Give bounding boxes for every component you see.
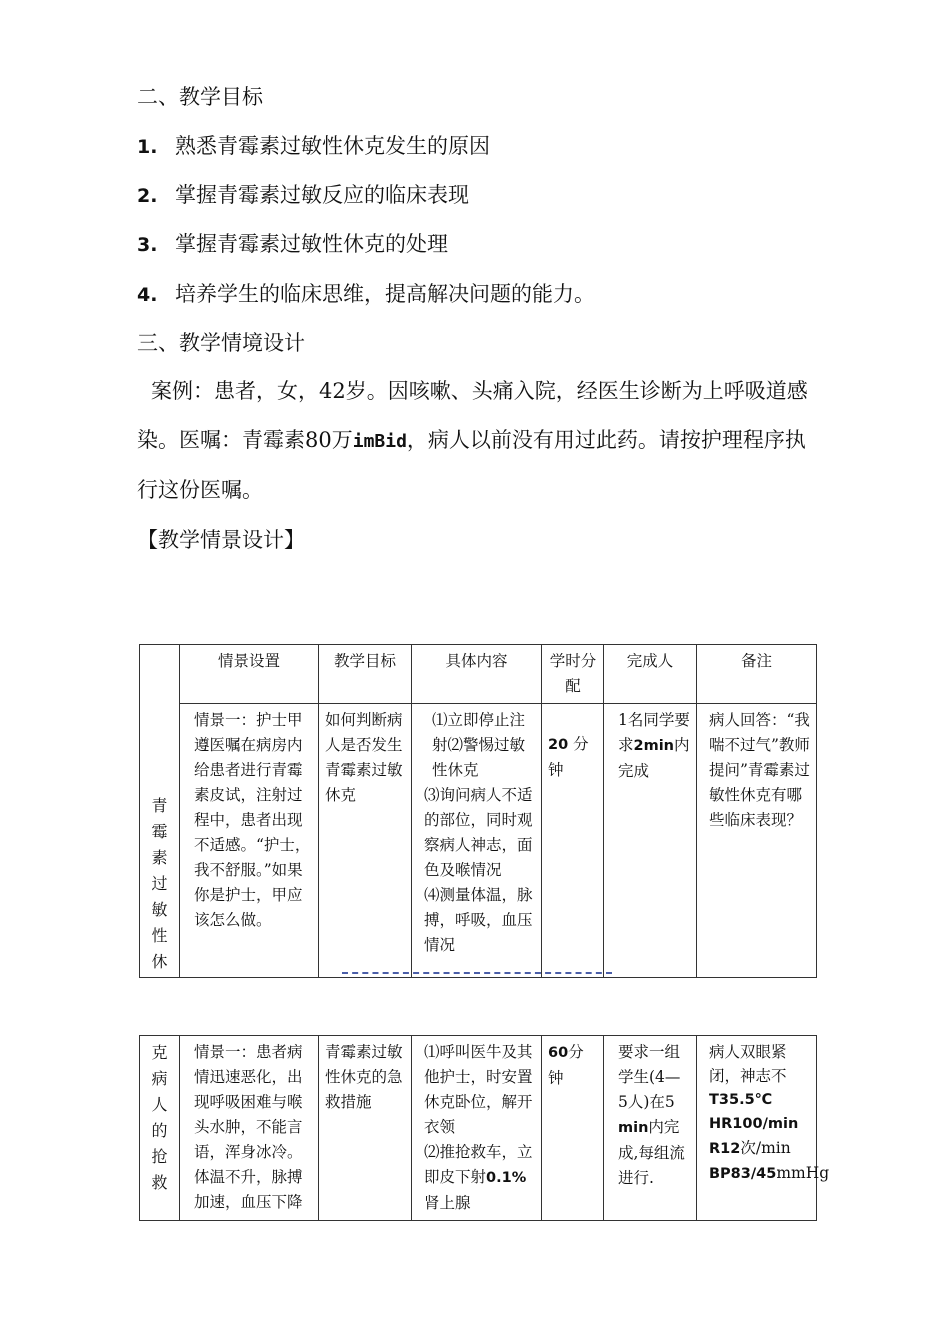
header-cell: 教学目标 xyxy=(319,645,412,704)
case-paragraph xyxy=(137,367,817,515)
header-cell: 具体内容 xyxy=(412,645,542,704)
goal-item xyxy=(137,132,490,161)
goal-item xyxy=(137,280,595,309)
case-text-part2: ，病人以前没有用过此药。请按护理程序执行这份医嘱。 xyxy=(137,428,806,502)
person-text: 1名同学要求 xyxy=(618,711,690,754)
content-cell xyxy=(412,1036,542,1221)
content-text: ⑵推抢救车，立即皮下射 xyxy=(424,1143,533,1186)
side-label: 克病人的抢救 xyxy=(151,1043,168,1192)
goal-cell: 如何判断病人是否发生青霉素过敏休克 xyxy=(319,704,412,978)
table-row xyxy=(140,1036,817,1221)
goal-text: 熟悉青霉素过敏性休克发生的原因 xyxy=(175,134,490,158)
content-step: ⑴立即停止注射⑵警惕过敏性休克 xyxy=(432,711,526,779)
goal-number: 3. xyxy=(137,234,158,256)
person-text: 要求一组学生(4—5人)在5 xyxy=(618,1043,681,1111)
time-value: 60 xyxy=(548,1045,569,1061)
goal-number: 4. xyxy=(137,284,158,306)
case-order-code: imBid xyxy=(352,431,407,452)
side-label-cell xyxy=(140,645,180,978)
side-label: 青霉素过敏性休 xyxy=(151,796,168,971)
content-cell xyxy=(412,704,542,978)
person-cell xyxy=(604,1036,697,1221)
section-title-scenario-design: 三、教学情境设计 xyxy=(137,331,305,355)
time-cell xyxy=(542,1036,604,1221)
remark-cell: 病人回答：“我喘不过气”教师提问”青霉素过敏性休克有哪些临床表现？ xyxy=(697,704,817,978)
goal-item xyxy=(137,230,448,259)
goal-number: 1. xyxy=(137,136,158,158)
content-dose: 0.1% xyxy=(486,1170,527,1186)
remark-respiration xyxy=(709,1136,810,1161)
content-text: 肾上腺 xyxy=(424,1194,471,1212)
time-value: 20 xyxy=(548,737,569,753)
time-unit: 分钟 xyxy=(548,735,589,779)
time-unit: 分钟 xyxy=(548,1043,584,1087)
header-text: 学时分配 xyxy=(549,652,597,695)
header-cell xyxy=(542,645,604,704)
remark-temperature: T35.5℃ xyxy=(709,1092,773,1108)
table-header-row xyxy=(140,645,817,704)
remark-cell xyxy=(697,1036,830,1221)
time-cell xyxy=(542,704,604,978)
person-duration: 2min xyxy=(633,738,675,754)
remark-bp-value: BP83/45 xyxy=(709,1166,777,1182)
content-step: ⑶询问病人不适的部位，同时观察病人神志，面色及喉情况 xyxy=(424,786,533,879)
person-text: 内完成 xyxy=(618,736,690,780)
goal-number: 2. xyxy=(137,185,158,207)
case-text-part1: 案例：患者，女，42岁。因咳嗽、头痛入院，经医生诊断为上呼吸道感染。医嘱：青霉素80万 xyxy=(137,379,808,452)
remark-blood-pressure xyxy=(709,1161,830,1186)
section-title-objectives: 二、教学目标 xyxy=(137,85,263,109)
table-row xyxy=(140,704,817,978)
goal-item xyxy=(137,181,469,210)
scenario-cell: 情景一：患者病情迅速恶化，出现呼吸困难与喉头水肿，不能言语，浑身冰冷。体温不升，脉搏加速，血压下降 xyxy=(180,1036,319,1221)
goal-text: 掌握青霉素过敏反应的临床表现 xyxy=(175,183,469,207)
bracket-title: 【教学情景设计】 xyxy=(137,528,305,552)
page-break-divider xyxy=(342,972,612,974)
scenario-table-1 xyxy=(139,644,817,978)
header-cell: 情景设置 xyxy=(180,645,319,704)
header-cell: 备注 xyxy=(697,645,817,704)
remark-bp-unit: mmHg xyxy=(776,1164,830,1182)
side-label-cell xyxy=(140,1036,180,1221)
remark-respiration-unit: 次/min xyxy=(740,1139,791,1157)
content-step xyxy=(424,1140,535,1216)
header-cell: 完成人 xyxy=(604,645,697,704)
content-step: ⑴呼叫医牛及其他护士，时安置休克卧位，解开衣领 xyxy=(424,1043,533,1136)
goal-text: 掌握青霉素过敏性休克的处理 xyxy=(175,232,448,256)
person-cell xyxy=(604,704,697,978)
scenario-table-2 xyxy=(139,1035,830,1221)
goal-cell: 青霉素过敏性休克的急救措施 xyxy=(319,1036,412,1221)
person-text: 内完成,每组流进行. xyxy=(618,1118,685,1187)
remark-text: 病人双眼紧闭，神志不 xyxy=(709,1043,787,1085)
remark-respiration-value: R12 xyxy=(709,1141,741,1157)
remark-heart-rate: HR100/min xyxy=(709,1116,799,1132)
scenario-cell: 情景一：护士甲遵医嘱在病房内给患者进行青霉素皮试，注射过程中，患者出现不适感。“护士，我不舒服。”如果你是护士，甲应该怎么做。 xyxy=(180,704,319,978)
person-duration: min xyxy=(618,1120,649,1136)
goal-text: 培养学生的临床思维，提高解决问题的能力。 xyxy=(175,282,595,306)
content-step: ⑷测量体温，脉搏，呼吸，血压情况 xyxy=(424,886,533,954)
